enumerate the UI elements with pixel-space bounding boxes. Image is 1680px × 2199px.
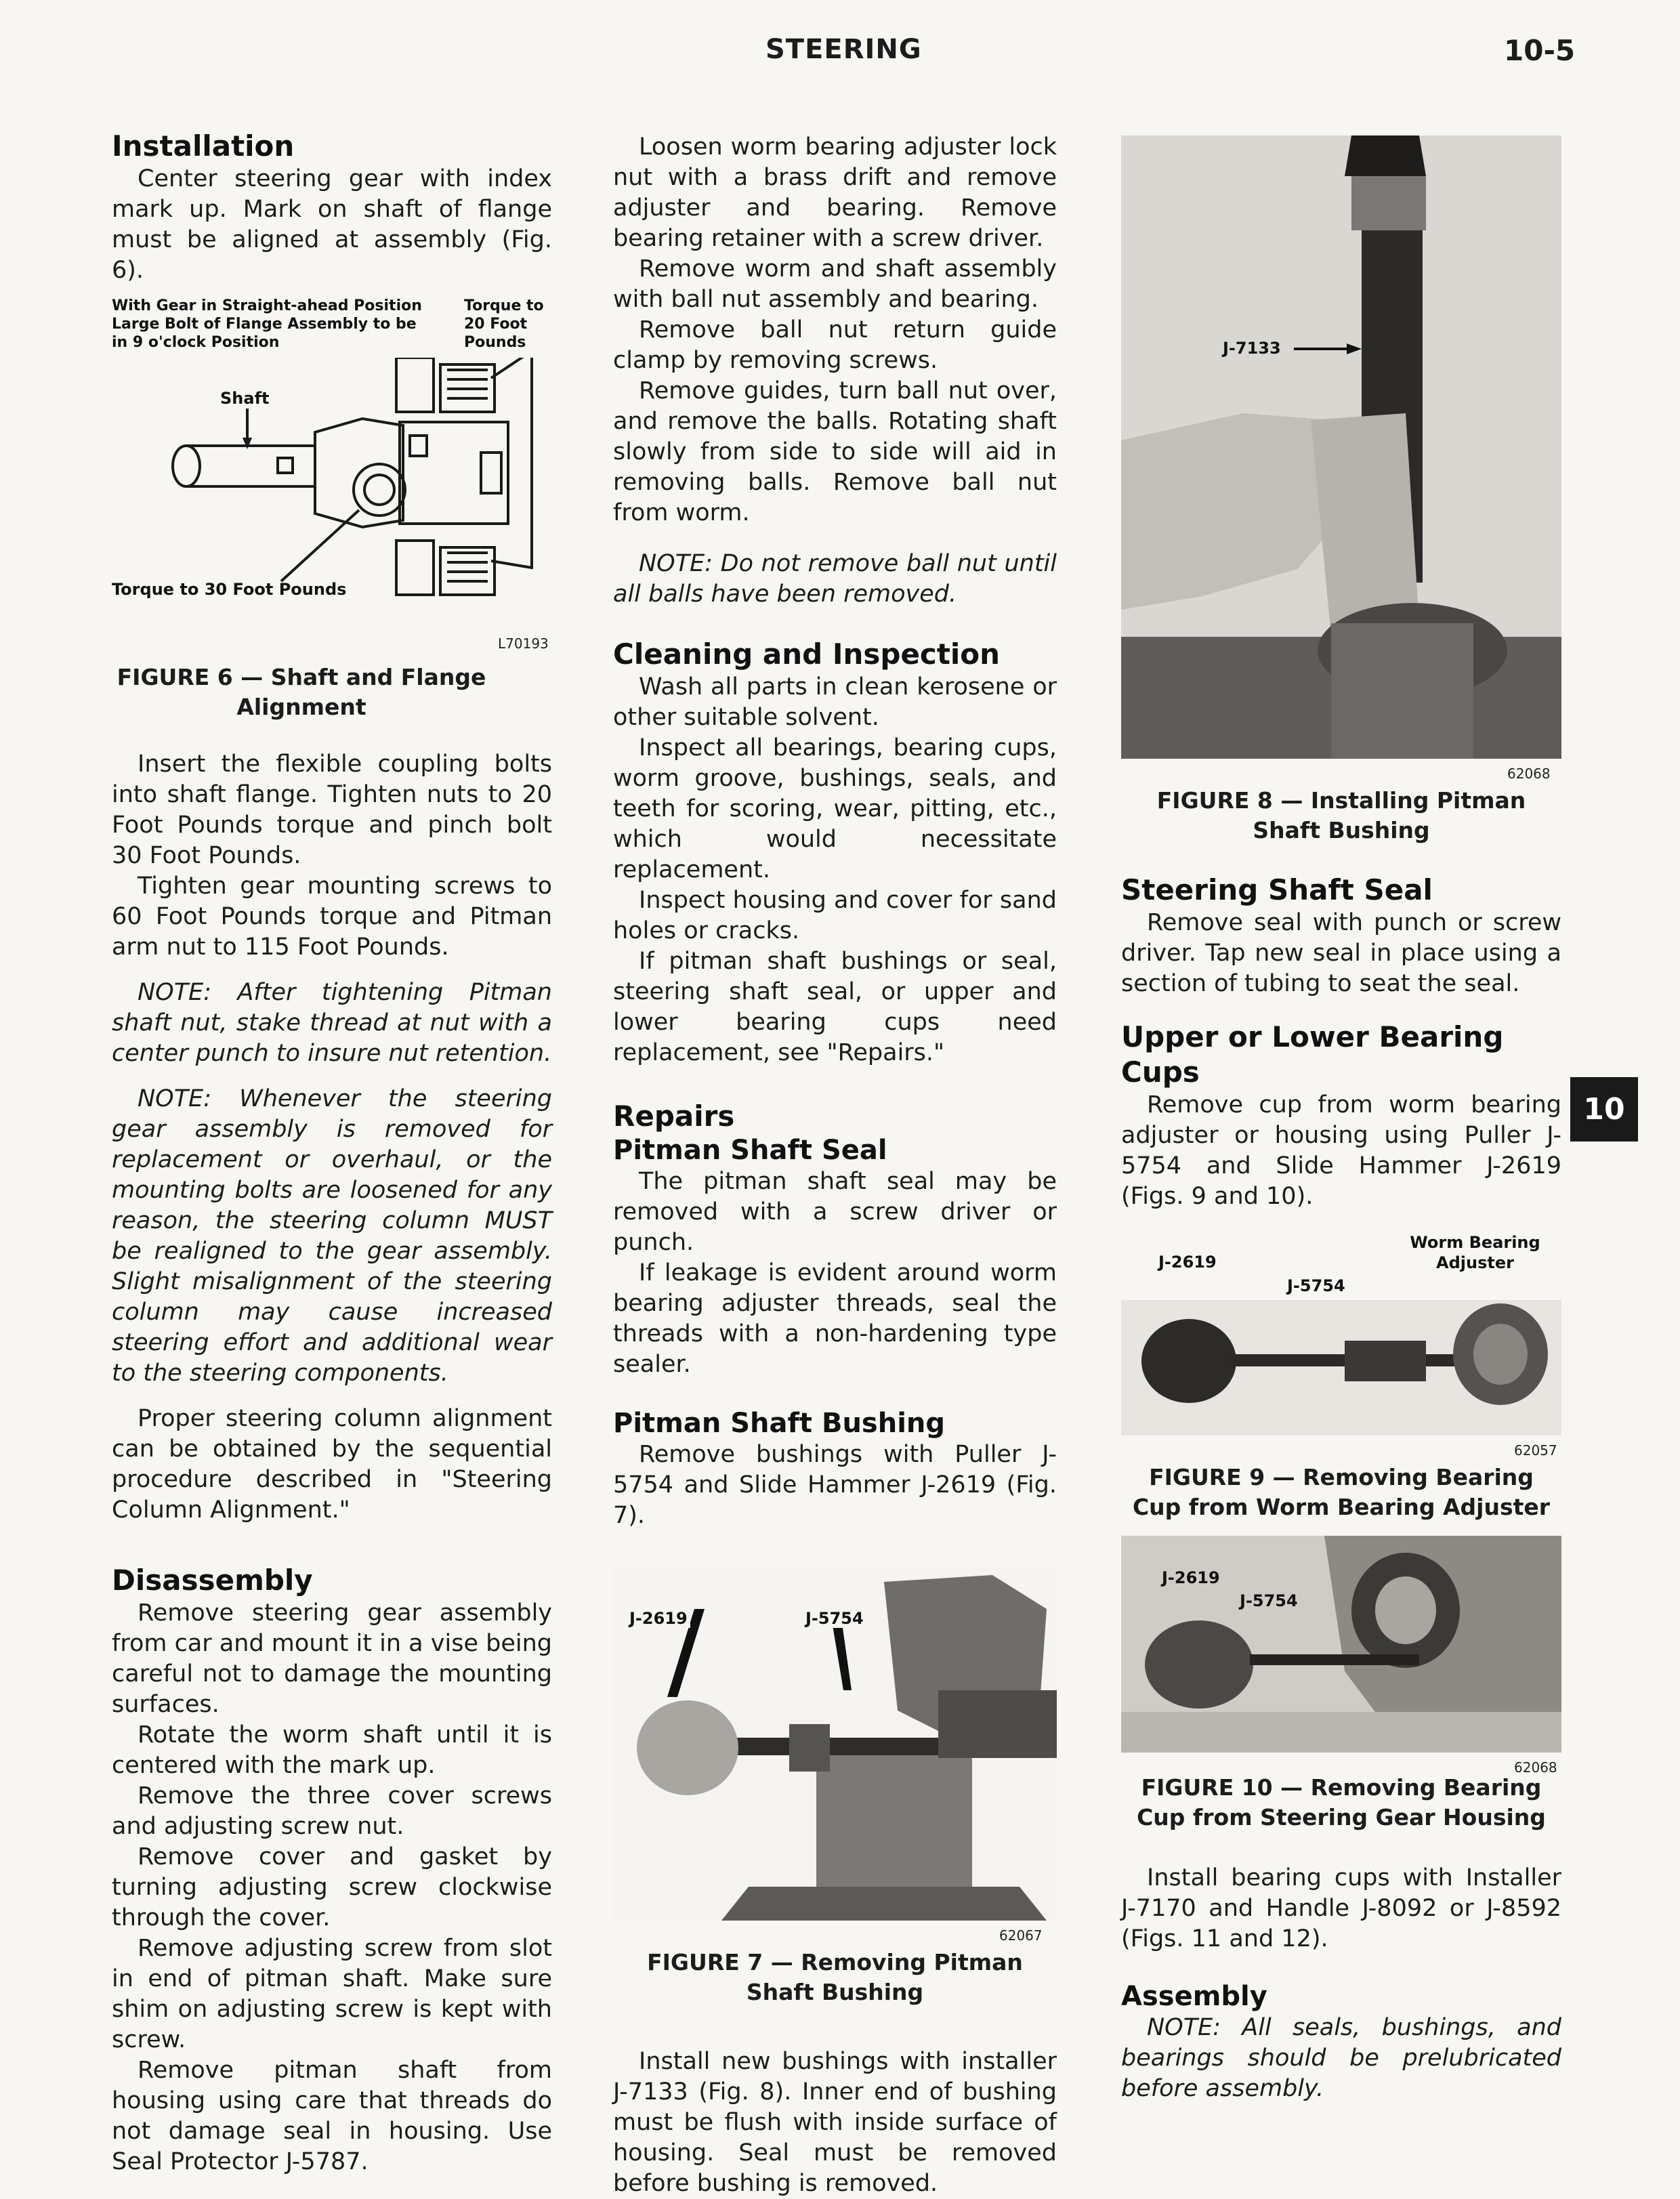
bearing-cups-heading: Upper or Lower Bearing Cups <box>1121 1020 1504 1089</box>
cleaning-p4: If pitman shaft bushings or seal, steering shaft seal, or upper and lower bearing cups need replacement, see "Repairs." <box>613 948 1057 1066</box>
assembly-heading: Assembly <box>1121 1981 1267 2012</box>
cleaning-heading: Cleaning and Inspection <box>613 637 1001 671</box>
fig6-label-torque20: Torque to 20 Foot Pounds <box>464 297 544 351</box>
col2-p4: Remove guides, turn ball nut over, and remove the balls. Rotating shaft slowly from side to side will aid in removing balls. Remove ball nut from worm. <box>613 377 1057 526</box>
note-ball-nut: NOTE: Do not remove ball nut until all balls have been removed. <box>613 550 1057 608</box>
seal-p1: Remove seal with punch or screw driver. Tap new seal in place using a section of tubing to seat the seal. <box>1121 909 1561 997</box>
fig6-label-torque30: Torque to 30 Foot Pounds <box>112 580 347 599</box>
note-realign-column: NOTE: Whenever the steering gear assembly is removed for replacement or overhaul, or the mounting bolts are loosened for any reason, the steering column MUST be realigned to the gear assembly. Slight misalignment of the steering column may cause increased steering effort and additional wear to the steering components. <box>112 1085 552 1387</box>
col3-install-cups: Install bearing cups with Installer J-7170 and Handle J-8092 or J-8592 (Figs. 11 and 12). <box>1121 1864 1561 1952</box>
figure-9 <box>1121 1232 1561 1463</box>
fig8-caption: FIGURE 8 — Installing Pitman Shaft Bushing <box>1156 787 1526 843</box>
page-header-title: STEERING <box>765 34 922 65</box>
fig9-label-adjuster: Worm Bearing Adjuster <box>1410 1233 1540 1272</box>
col2-p1: Loosen worm bearing adjuster lock nut with a brass drift and remove adjuster and bearing. Remove bearing retainer with a screw driver. <box>613 133 1057 252</box>
fig6-code: L70193 <box>498 635 549 652</box>
repairs-p1: The pitman shaft seal may be removed with a screw driver or punch. <box>613 1168 1057 1256</box>
disassembly-heading: Disassembly <box>112 1564 313 1597</box>
repairs-heading: Repairs <box>613 1100 735 1133</box>
column-1 <box>112 129 552 2177</box>
pitman-seal-subheading: Pitman Shaft Seal <box>613 1135 887 1166</box>
assembly-note: NOTE: All seals, bushings, and bearings should be prelubricated before assembly. <box>1121 2014 1561 2102</box>
col2-install-bushings: Install new bushings with installer J-7133 (Fig. 8). Inner end of bushing must be flush with inside surface of housing. Seal must be removed before bushing is removed. <box>613 2048 1057 2197</box>
cleaning-p3: Inspect housing and cover for sand holes or cracks. <box>613 887 1057 944</box>
fig8-code: 62068 <box>1507 766 1551 782</box>
figure-9-photo <box>1121 1300 1561 1436</box>
figure-7 <box>613 1568 1057 1948</box>
fig6-label-main: With Gear in Straight-ahead Position Large Bolt of Flange Assembly to be in 9 o'clock Position <box>112 297 422 351</box>
disassembly-p3: Remove the three cover screws and adjusting screw nut. <box>112 1782 552 1840</box>
fig7-code: 62067 <box>999 1927 1043 1944</box>
paragraph-column-alignment: Proper steering column alignment can be obtained by the sequential procedure described in "Steering Column Alignment." <box>112 1405 552 1524</box>
installation-paragraph: Center steering gear with index mark up. Mark on shaft of flange must be aligned at assembly (Fig. 6). <box>112 165 552 284</box>
col2-p2: Remove worm and shaft assembly with ball nut assembly and bearing. <box>613 255 1057 313</box>
figure-10 <box>1121 1536 1561 1776</box>
shaft-flange-diagram <box>112 358 552 615</box>
column-3 <box>1121 135 1561 2104</box>
disassembly-p4: Remove cover and gasket by turning adjusting screw clockwise through the cover. <box>112 1843 552 1931</box>
note-pitman-nut: NOTE: After tightening Pitman shaft nut, stake thread at nut with a center punch to insure nut retention. <box>112 979 552 1067</box>
repairs-p2: If leakage is evident around worm bearing adjuster threads, seal the threads with a non-hardening type sealer. <box>613 1259 1057 1378</box>
fig10-caption: FIGURE 10 — Removing Bearing Cup from Steering Gear Housing <box>1137 1774 1546 1830</box>
installation-heading: Installation <box>112 129 295 163</box>
fig10-code: 62068 <box>1514 1759 1557 1776</box>
fig6-label-shaft: Shaft <box>220 389 270 408</box>
page-number: 10-5 <box>1504 34 1576 67</box>
figure-8 <box>1121 135 1561 786</box>
fig9-caption: FIGURE 9 — Removing Bearing Cup from Worm Bearing Adjuster <box>1132 1464 1551 1520</box>
disassembly-p6: Remove pitman shaft from housing using care that threads do not damage seal in housing. Use Seal Protector J-5787. <box>112 2057 552 2175</box>
fig8-label-j7133: J-7133 <box>1223 339 1281 358</box>
col2-p3: Remove ball nut return guide clamp by removing screws. <box>613 316 1057 374</box>
column-2 <box>613 132 1057 2199</box>
paragraph-mounting-screws: Tighten gear mounting screws to 60 Foot Pounds torque and Pitman arm nut to 115 Foot Pounds. <box>112 873 552 961</box>
fig6-caption: FIGURE 6 — Shaft and Flange Alignment <box>117 664 486 720</box>
fig9-label-j5754: J-5754 <box>1287 1276 1345 1295</box>
pitman-bushing-heading: Pitman Shaft Bushing <box>613 1408 946 1439</box>
fig10-label-j2619: J-2619 <box>1162 1568 1220 1587</box>
figure-6 <box>112 297 552 663</box>
paragraph-coupling-bolts: Insert the flexible coupling bolts into shaft flange. Tighten nuts to 20 Foot Pounds torque and pinch bolt 30 Foot Pounds. <box>112 751 552 869</box>
fig7-label-j5754: J-5754 <box>803 1609 866 1628</box>
disassembly-p1: Remove steering gear assembly from car and mount it in a vise being careful not to damage the mounting surfaces. <box>112 1599 552 1718</box>
cleaning-p1: Wash all parts in clean kerosene or other suitable solvent. <box>613 673 1057 731</box>
fig10-label-j5754: J-5754 <box>1240 1591 1298 1610</box>
fig9-code: 62057 <box>1514 1442 1557 1459</box>
fig9-label-j2619: J-2619 <box>1158 1253 1217 1272</box>
fig7-label-j2619: J-2619 <box>627 1609 690 1628</box>
cleaning-p2: Inspect all bearings, bearing cups, worm groove, bushings, seals, and teeth for scoring, wear, pitting, etc., which would necessitate replacement. <box>613 734 1057 883</box>
disassembly-p5: Remove adjusting screw from slot in end of pitman shaft. Make sure shim on adjusting screw is kept with screw. <box>112 1935 552 2053</box>
fig7-caption: FIGURE 7 — Removing Pitman Shaft Bushing <box>647 1949 1023 2005</box>
steering-seal-heading: Steering Shaft Seal <box>1121 873 1433 906</box>
fig8-arrow <box>1294 342 1362 356</box>
section-tab: 10 <box>1570 1077 1638 1142</box>
bushing-p1: Remove bushings with Puller J-5754 and Slide Hammer J-2619 (Fig. 7). <box>613 1441 1057 1529</box>
figure-8-photo <box>1121 135 1561 759</box>
cups-p1: Remove cup from worm bearing adjuster or housing using Puller J-5754 and Slide Hammer J-2619 (Figs. 9 and 10). <box>1121 1091 1561 1210</box>
disassembly-p2: Rotate the worm shaft until it is centered with the mark up. <box>112 1721 552 1779</box>
